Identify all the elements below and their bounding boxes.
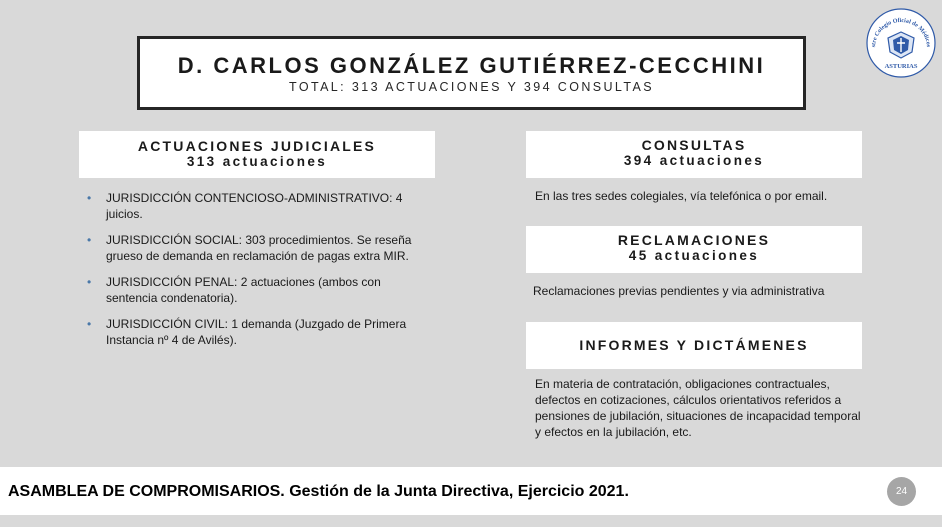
informes-title: INFORMES Y DICTÁMENES <box>579 337 809 353</box>
consultas-count: 394 actuaciones <box>623 153 765 168</box>
svg-text:ASTURIAS: ASTURIAS <box>884 63 918 70</box>
reclamaciones-title: RECLAMACIONES <box>617 232 771 248</box>
reclamaciones-text: Reclamaciones previas pendientes y via administrativa <box>533 284 825 298</box>
informes-card <box>526 322 862 369</box>
list-item: • JURISDICCIÓN SOCIAL: 303 procedimientos. Se reseña grueso de demanda en reclamación de pagas extra MIR. <box>87 233 412 263</box>
judicial-card <box>79 131 435 178</box>
page-title: D. CARLOS GONZÁLEZ GUTIÉRREZ-CECCHINI <box>177 53 766 78</box>
consultas-text: En las tres sedes colegiales, vía telefónica o por email. <box>535 189 828 203</box>
college-logo-icon <box>866 8 936 78</box>
reclamaciones-count: 45 actuaciones <box>628 248 760 263</box>
judicial-list <box>87 190 432 358</box>
title-box <box>137 36 806 110</box>
consultas-title: CONSULTAS <box>641 137 747 153</box>
reclamaciones-card <box>526 226 862 273</box>
page-number-badge: 24 <box>887 477 916 506</box>
list-item: • JURISDICCIÓN PENAL: 2 actuaciones (ambos con sentencia condenatoria). <box>87 275 381 305</box>
judicial-count: 313 actuaciones <box>186 154 328 169</box>
bullet-icon: • <box>87 191 92 205</box>
bullet-icon: • <box>87 275 92 289</box>
page-subtitle: TOTAL: 313 ACTUACIONES Y 394 CONSULTAS <box>289 80 654 94</box>
footer-bar <box>0 467 942 515</box>
judicial-title: ACTUACIONES JUDICIALES <box>137 138 377 154</box>
list-item: • JURISDICCIÓN CIVIL: 1 demanda (Juzgado de Primera Instancia nº 4 de Avilés). <box>87 317 407 347</box>
footer-text: ASAMBLEA DE COMPROMISARIOS. Gestión de la Junta Directiva, Ejercicio 2021. <box>8 483 629 500</box>
informes-text: En materia de contratación, obligaciones contractuales, defectos en cotizaciones, cálculos orientativos referidos a pensiones de jubilación, situaciones de incapacidad temporal y efectos en la jubilación, etc. <box>535 377 861 439</box>
bullet-icon: • <box>87 317 92 331</box>
consultas-card <box>526 131 862 178</box>
bullet-icon: • <box>87 233 92 247</box>
list-item: • JURISDICCIÓN CONTENCIOSO-ADMINISTRATIVO: 4 juicios. <box>87 191 403 221</box>
svg-text:Ilustre Colegio Oficial de Méd: stre Colegio Oficial de Médicos <box>870 17 932 48</box>
